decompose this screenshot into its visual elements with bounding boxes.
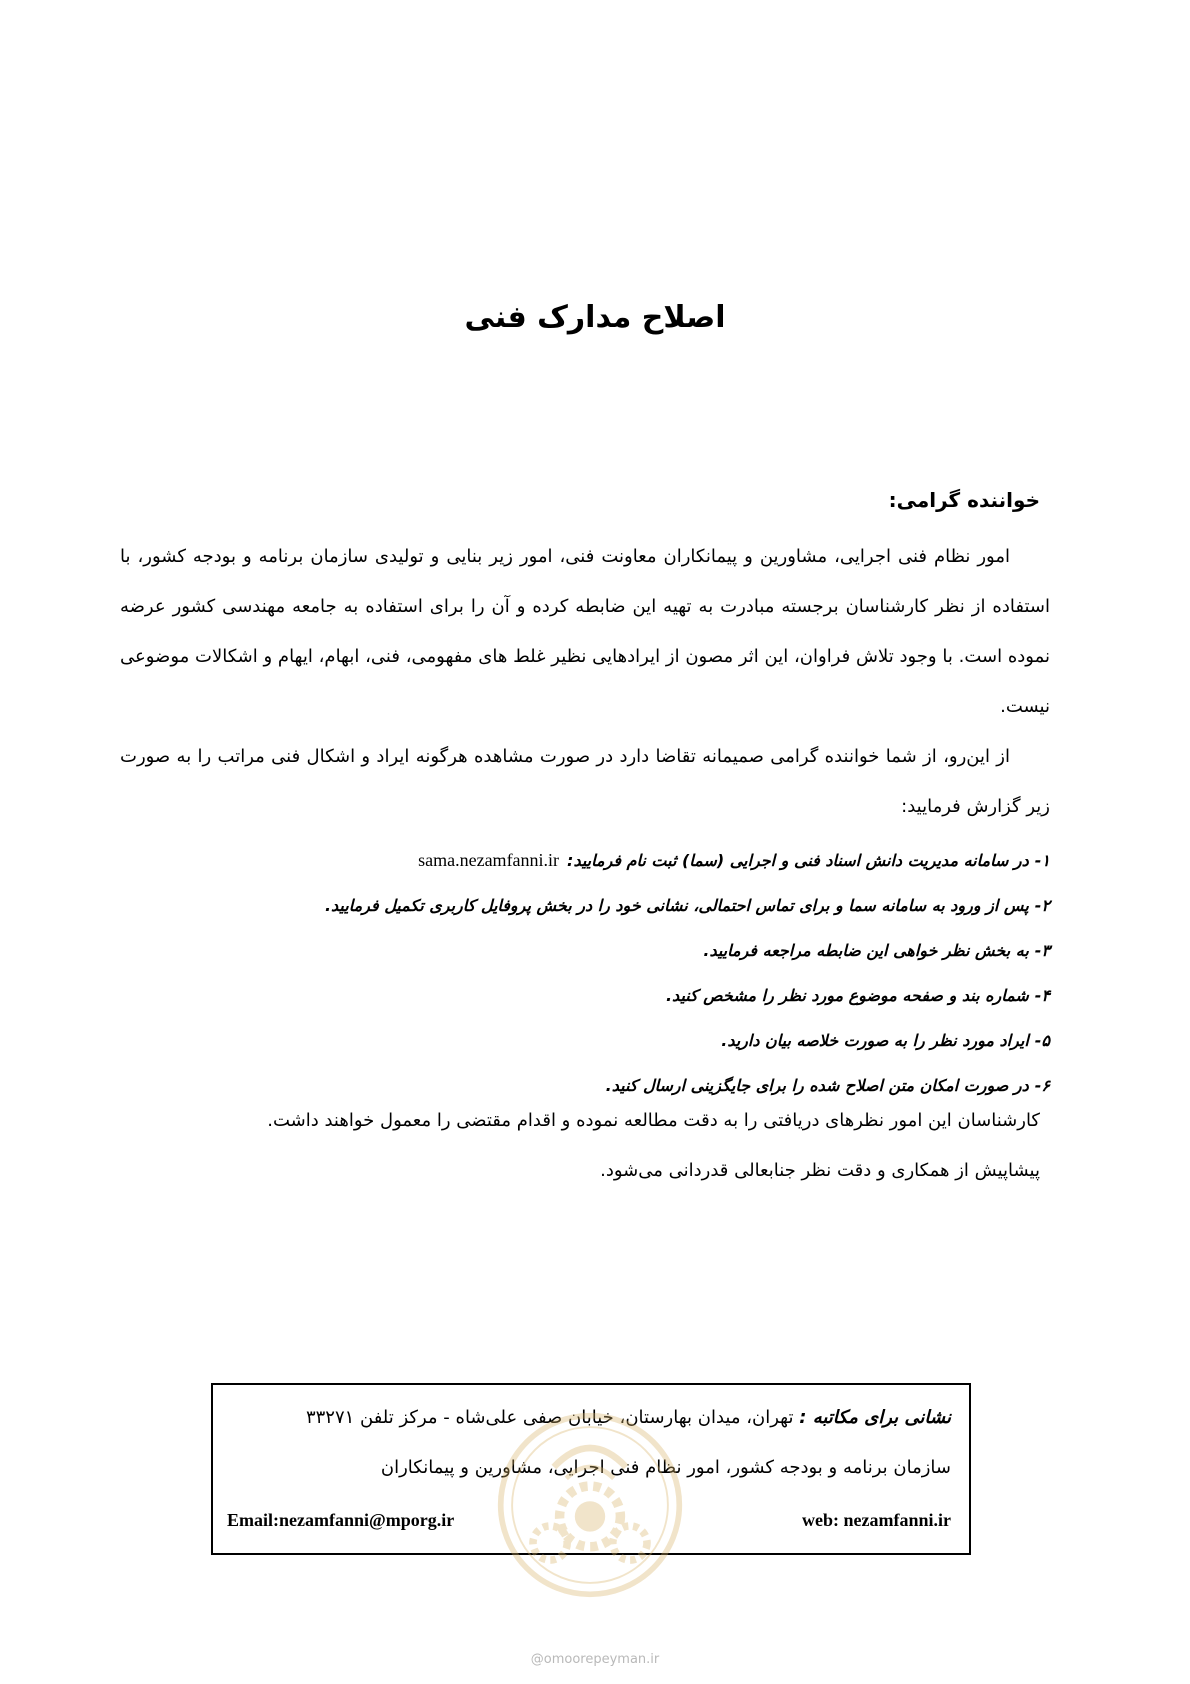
address-line-2: سازمان برنامه و بودجه کشور، امور نظام فنی اجرایی، مشاورین و پیمانکاران bbox=[380, 1457, 951, 1478]
greeting-heading: خواننده گرامی: bbox=[888, 488, 1040, 512]
step-number: ۴- bbox=[1034, 986, 1050, 1005]
step-number: ۶- bbox=[1034, 1076, 1050, 1095]
intro-paragraph: امور نظام فنی اجرایی، مشاورین و پیمانکاران معاونت فنی، امور زیر بنایی و تولیدی سازمان برنامه و بودجه کشور، با استفاده از نظر کارشناسان برجسته مبادرت به تهیه این ضابطه کرده و آن را برای استفاده به جامعه مهندسی کشور عرضه نموده است. با وجود تلاش فراوان، این اثر مصون از ایرادهایی نظیر غلط های مفهومی، فنی، ابهام، ایهام و اشکالات موضوعی نیست. bbox=[120, 546, 1050, 717]
address-street: تهران، میدان بهارستان، خیابان صفی علی‌شاه - مرکز تلفن ۳۳۲۷۱ bbox=[305, 1407, 794, 1428]
contact-address-box bbox=[211, 1383, 971, 1555]
step-number: ۲- bbox=[1034, 896, 1050, 915]
sama-website-link[interactable]: sama.nezamfanni.ir bbox=[418, 850, 560, 870]
step-text: در صورت امکان متن اصلاح شده را برای جایگزینی ارسال کنید. bbox=[605, 1076, 1029, 1095]
closing-line-thanks: پیشاپیش از همکاری و دقت نظر جنابعالی قدردانی می‌شود. bbox=[600, 1160, 1040, 1181]
report-steps-list bbox=[120, 838, 1050, 1108]
address-line-1 bbox=[306, 1407, 951, 1428]
step-text: پس از ورود به سامانه سما و برای تماس احتمالی، نشانی خود را در بخش پروفایل کاربری تکمیل فرمایید. bbox=[324, 896, 1029, 915]
step-number: ۵- bbox=[1034, 1031, 1050, 1050]
step-item-6 bbox=[120, 1063, 1050, 1108]
watermark-site-text: @omoorepeyman.ir bbox=[530, 1652, 660, 1667]
closing-line-review: کارشناسان این امور نظرهای دریافتی را به دقت مطالعه نموده و اقدام مقتضی را معمول خواهند داشت. bbox=[267, 1110, 1040, 1131]
page-title: اصلاح مدارک فنی bbox=[464, 300, 726, 335]
step-item-3 bbox=[120, 928, 1050, 973]
website-link[interactable]: web: nezamfanni.ir bbox=[802, 1510, 951, 1530]
step-text: در سامانه مدیریت دانش اسناد فنی و اجرایی (سما) ثبت نام فرمایید: bbox=[567, 851, 1029, 870]
step-item-2 bbox=[120, 883, 1050, 928]
step-item-4 bbox=[120, 973, 1050, 1018]
step-text: ایراد مورد نظر را به صورت خلاصه بیان دارید. bbox=[721, 1031, 1029, 1050]
step-item-5 bbox=[120, 1018, 1050, 1063]
step-number: ۱- bbox=[1034, 851, 1050, 870]
step-text: شماره بند و صفحه موضوع مورد نظر را مشخص کنید. bbox=[665, 986, 1029, 1005]
email-link[interactable]: Email:nezamfanni@mporg.ir bbox=[227, 1510, 455, 1530]
request-paragraph: از این‌رو، از شما خواننده گرامی صمیمانه تقاضا دارد در صورت مشاهده هرگونه ایراد و اشکال فنی مراتب را به صورت زیر گزارش فرمایید: bbox=[120, 746, 1050, 817]
step-text: به بخش نظر خواهی این ضابطه مراجعه فرمایید. bbox=[703, 941, 1029, 960]
step-item-1 bbox=[120, 838, 1050, 883]
address-label: نشانی برای مکاتبه : bbox=[799, 1407, 951, 1428]
step-number: ۳- bbox=[1034, 941, 1050, 960]
